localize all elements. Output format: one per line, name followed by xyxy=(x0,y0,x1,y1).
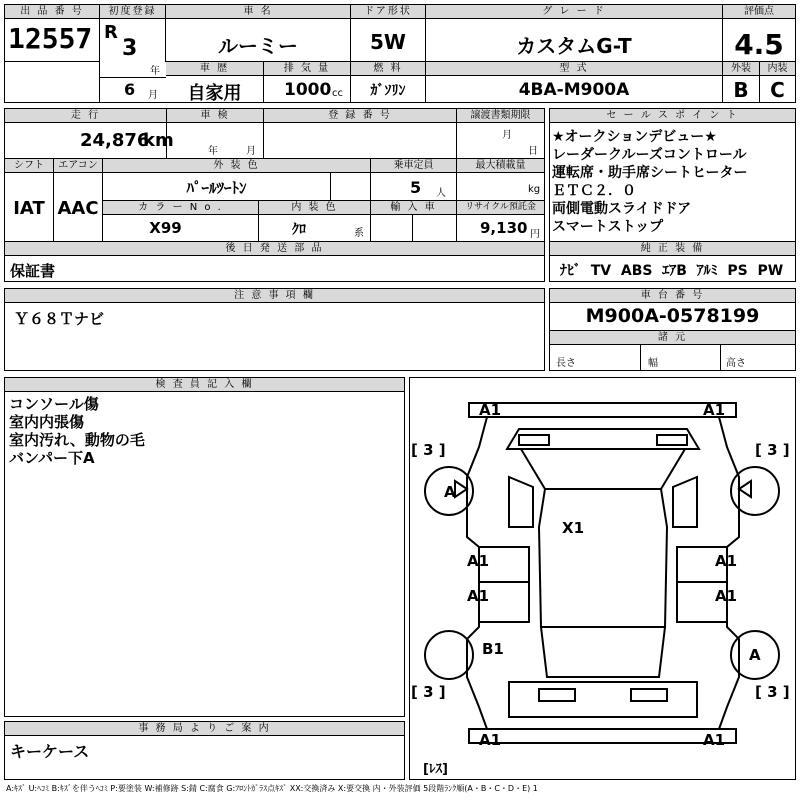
reg-year-unit: 年 xyxy=(150,66,160,77)
right-front-window xyxy=(673,477,697,527)
model-code: 4BA-M900A xyxy=(518,80,630,100)
equipment-item: ｴｱB xyxy=(662,263,687,279)
equipment-item: ABS xyxy=(620,263,653,279)
capacity-unit: 人 xyxy=(436,188,446,199)
transfer-day-unit: 日 xyxy=(528,146,538,157)
chassis-header: 車 台 番 号 xyxy=(550,289,795,303)
color-no: X99 xyxy=(149,219,182,237)
sales-point: スマートストップ xyxy=(552,219,664,235)
grade-header: グ レ ー ド xyxy=(426,5,722,19)
ext-color: ﾊﾟｰﾙﾂｰﾄﾝ xyxy=(186,179,247,197)
tailgate-line xyxy=(509,682,697,717)
sales-point: 運転席・助手席シートヒーター xyxy=(552,165,748,181)
equipment-list xyxy=(560,260,795,280)
headlight-right xyxy=(657,435,687,445)
exterior-header: 外装 xyxy=(723,62,759,76)
aircon-type: AAC xyxy=(57,198,99,219)
sales-point: ＥＴＣ２．０ xyxy=(552,183,636,199)
shift-type: IAT xyxy=(13,198,45,219)
door-type: 5W xyxy=(370,30,406,54)
mark-fender-left: A xyxy=(444,483,456,501)
chassis-number: M900A-0578199 xyxy=(585,305,760,327)
inspection-header: 車 検 xyxy=(167,109,263,123)
ext-color-header: 外 装 色 xyxy=(103,159,370,173)
max-load-header: 最大積載量 xyxy=(457,159,544,173)
equipment-item: PS xyxy=(727,263,748,279)
mark-roof: X1 xyxy=(562,519,585,537)
later-parts: 保証書 xyxy=(10,262,56,280)
mark-front-door-right: A1 xyxy=(715,552,738,570)
rear-bumper-shape xyxy=(469,729,736,743)
color-no-header: カ ラ ー N o . xyxy=(103,201,258,215)
car-diagram xyxy=(409,377,796,780)
history-header: 車 歴 xyxy=(166,62,263,76)
tread-front-right: [ 3 ] xyxy=(755,441,790,459)
sales-point: ★オークションデビュー★ xyxy=(552,129,717,145)
score: 4.5 xyxy=(734,28,784,61)
sales-points-list xyxy=(552,128,792,236)
int-color: ｸﾛ xyxy=(292,222,306,238)
mark-front-left: A1 xyxy=(479,401,502,419)
int-color-unit: 系 xyxy=(354,228,364,239)
int-color-header: 内 装 色 xyxy=(259,201,370,215)
inspector-note: コンソール傷 xyxy=(9,395,99,413)
mark-front-right: A1 xyxy=(703,401,726,419)
inspector-note: バンパー下A xyxy=(9,449,95,467)
mark-rear-quarter-left: B1 xyxy=(482,640,504,658)
inspection-month-unit: 月 xyxy=(246,146,256,157)
sales-point: 両側電動スライドドア xyxy=(552,201,692,217)
transfer-month-unit: 月 xyxy=(502,130,512,141)
inspector-notes xyxy=(9,395,399,467)
model-code-header: 型 式 xyxy=(426,62,722,76)
displacement-header: 排 気 量 xyxy=(264,62,350,76)
mark-rear-quarter-right: A xyxy=(749,646,761,664)
headlight-left xyxy=(519,435,549,445)
era-label: R xyxy=(104,22,118,43)
max-load-unit: kg xyxy=(528,184,541,195)
exterior-grade: B xyxy=(733,78,749,102)
car-name: ルーミー xyxy=(218,34,298,58)
capacity-header: 乗車定員 xyxy=(371,159,456,173)
capacity: 5 xyxy=(410,178,422,197)
recycle-header: リサイクル預託金 xyxy=(457,201,544,215)
sales-point: レーダークルーズコントロール xyxy=(552,147,747,163)
door-header: ドア形状 xyxy=(351,5,425,19)
interior-header: 内装 xyxy=(760,62,795,76)
notes-text: Ｙ６８Ｔナビ xyxy=(14,310,105,328)
length-label: 長さ xyxy=(556,358,576,369)
mileage-unit: km xyxy=(143,130,174,151)
later-parts-header: 後 日 発 送 部 品 xyxy=(5,242,544,256)
equipment-item: ｱﾙﾐ xyxy=(696,263,718,279)
mileage: 24,876 xyxy=(80,130,150,151)
displacement: 1000 xyxy=(284,80,332,100)
taillight-right xyxy=(631,689,667,701)
inspector-note: 室内汚れ、動物の毛 xyxy=(9,431,145,449)
mark-front-door-left: A1 xyxy=(467,552,490,570)
rear-glass-shape xyxy=(541,627,665,677)
interior-grade: C xyxy=(770,78,785,102)
reg-month-unit: 月 xyxy=(148,90,158,101)
equipment-header: 純 正 装 備 xyxy=(550,242,795,256)
mileage-header: 走 行 xyxy=(5,109,166,123)
recycle-fee: 9,130 xyxy=(480,219,528,237)
height-label: 高さ xyxy=(726,358,746,369)
tread-rear-right: [ 3 ] xyxy=(755,683,790,701)
equipment-item: ﾅﾋﾞ xyxy=(560,263,581,279)
left-front-window xyxy=(509,477,533,527)
sales-points-header: セ ー ル ス ポ イ ン ト xyxy=(550,109,795,123)
car-name-header: 車 名 xyxy=(166,5,350,19)
transfer-docs-header: 譲渡書類期限 xyxy=(457,109,544,123)
office-header: 事 務 局 よ り ご 案 内 xyxy=(5,722,404,736)
mark-rear-right: A1 xyxy=(703,731,726,749)
legend: A:ｷｽﾞ U:ﾍｺﾐ B:ｷｽﾞを伴うﾍｺﾐ P:要塗装 W:補修跡 S:錆 C:腐食 G:ﾌﾛﾝﾄｶﾞﾗｽ点ｷｽﾞ XX:交換済み X:要交換 内・外装評価 5段階ﾗﾝｸ順(A・B・C・D・E) 1 xyxy=(6,784,538,793)
reg-year: 3 xyxy=(122,36,138,61)
mark-rear-door-left: A1 xyxy=(467,587,490,605)
windshield-shape xyxy=(521,449,685,489)
front-bumper-shape xyxy=(469,403,736,417)
car-outline xyxy=(425,403,779,743)
notes-header: 注 意 事 項 欄 xyxy=(5,289,544,303)
rear-left-wheel xyxy=(425,631,473,679)
fuel: ｶﾞｿﾘﾝ xyxy=(370,83,406,99)
recycle-unit: 円 xyxy=(530,229,540,240)
right-mirror xyxy=(739,481,751,497)
lot-number-header: 出 品 番 号 xyxy=(5,5,99,19)
width-label: 幅 xyxy=(648,358,658,369)
roof-shape xyxy=(539,489,667,627)
aircon-header: エアコン xyxy=(54,159,102,173)
grade: カスタムG-T xyxy=(516,34,632,58)
displacement-unit: cc xyxy=(332,88,343,99)
inspection-year-unit: 年 xyxy=(208,146,218,157)
registration-header: 登 録 番 号 xyxy=(264,109,456,123)
tread-rear-left: [ 3 ] xyxy=(411,683,446,701)
equipment-item: PW xyxy=(757,263,784,279)
inspector-note: 室内内張傷 xyxy=(9,413,85,431)
left-mirror xyxy=(455,481,467,497)
score-header: 評価点 xyxy=(723,5,795,19)
dimensions-header: 諸 元 xyxy=(550,331,795,345)
inspector-header: 検 査 員 記 入 欄 xyxy=(5,378,404,392)
mark-rear-door-right: A1 xyxy=(715,587,738,605)
taillight-left xyxy=(539,689,575,701)
tread-front-left: [ 3 ] xyxy=(411,441,446,459)
spare-tire: [ﾚｽ] xyxy=(423,762,448,777)
reg-month: 6 xyxy=(124,80,136,99)
office-note: キーケース xyxy=(10,742,90,761)
shift-header: シフト xyxy=(5,159,53,173)
first-reg-header: 初度登録 xyxy=(100,5,165,19)
fuel-header: 燃 料 xyxy=(351,62,425,76)
mark-rear-left: A1 xyxy=(479,731,502,749)
history: 自家用 xyxy=(187,83,242,104)
import-header: 輸 入 車 xyxy=(371,201,456,215)
lot-number: 12557 xyxy=(8,22,93,55)
equipment-item: TV xyxy=(590,263,612,279)
